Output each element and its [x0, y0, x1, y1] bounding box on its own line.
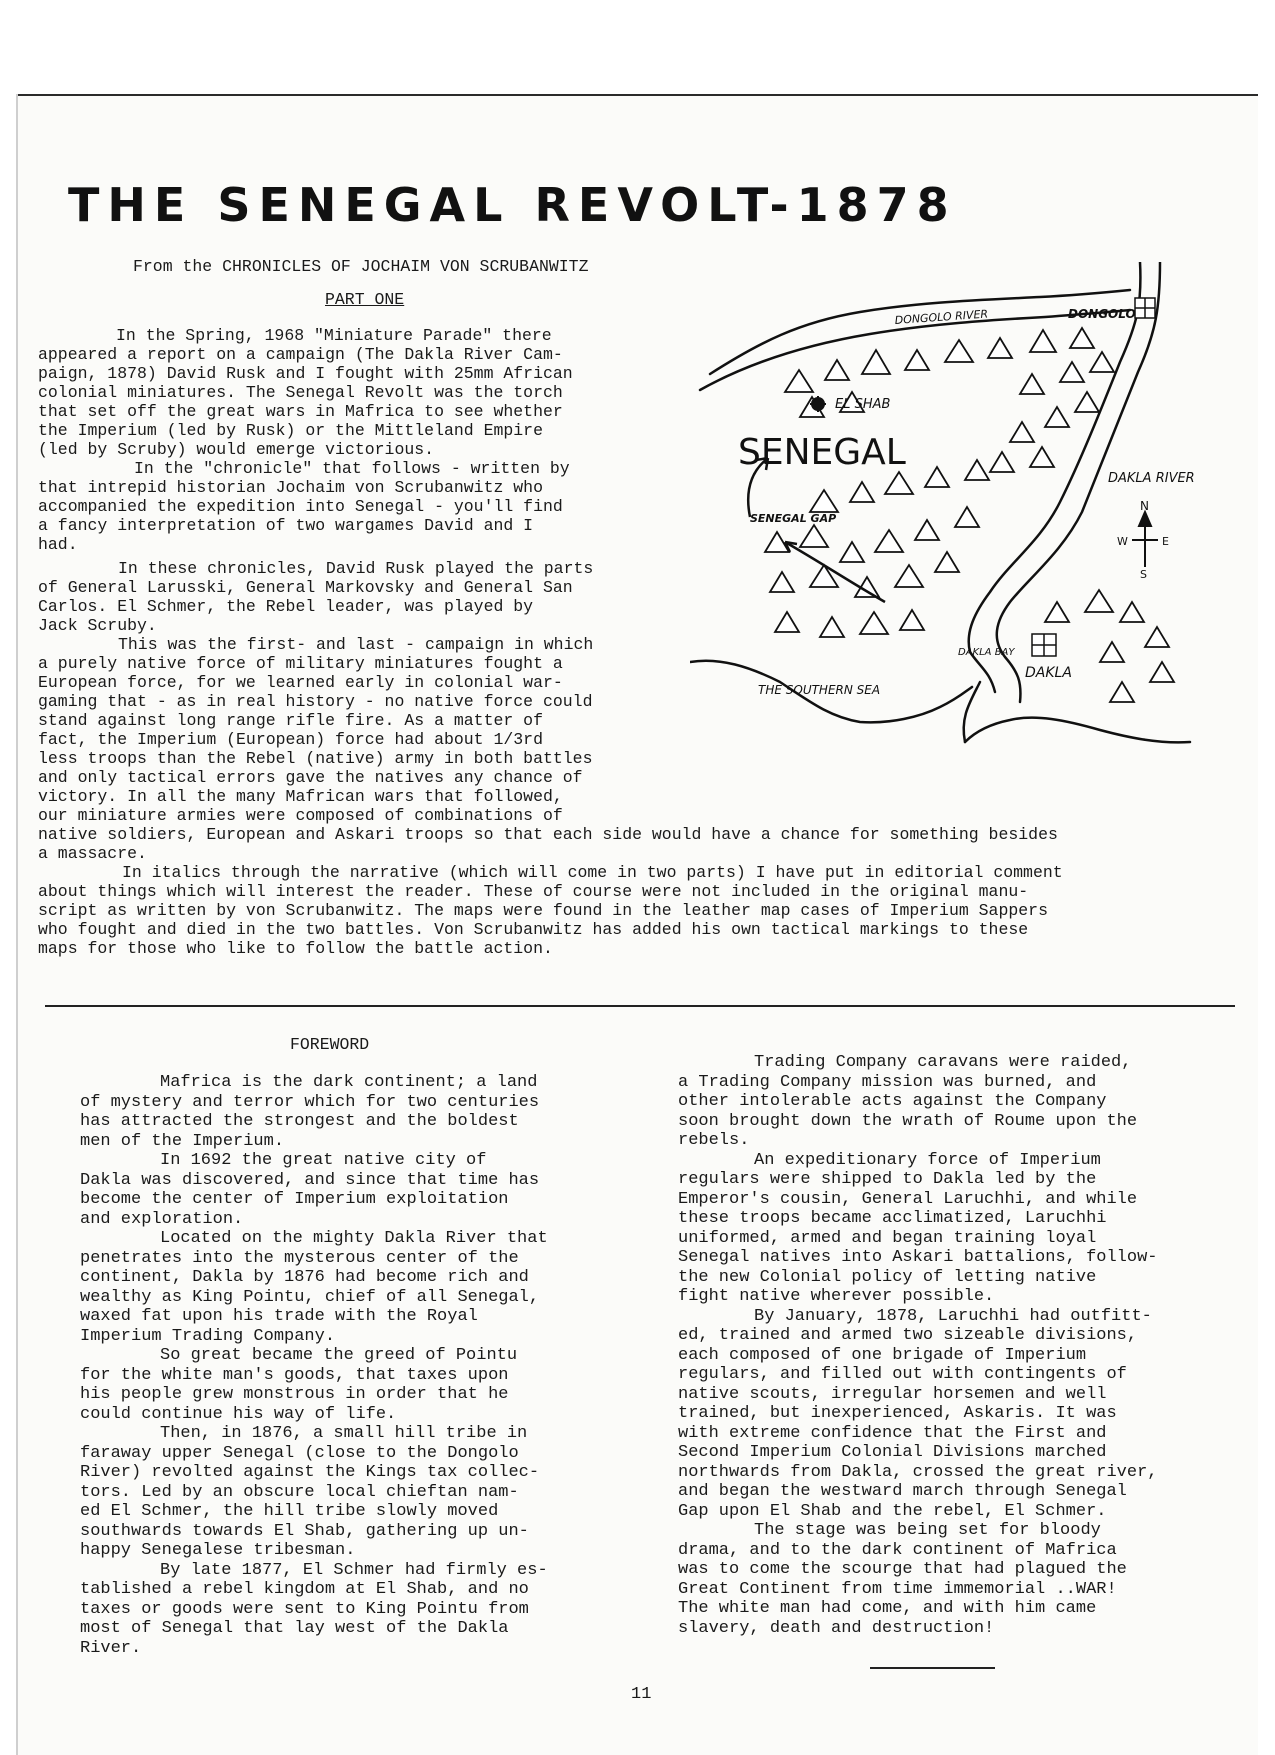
left-paragraph-3: Located on the mighty Dakla River that penetrates into the mysterous center of the continent, Dakla by 1876 had become rich and wealthy as King Pointu, chief of all Senegal, waxed fat upon his trade with the Royal Imperium Trading Company. [80, 1229, 548, 1346]
compass-icon [1132, 512, 1158, 567]
map-label-senegal-gap: SENEGAL GAP [750, 512, 837, 525]
compass-west: W [1117, 535, 1128, 548]
dakla-coast [965, 718, 1190, 743]
end-rule [870, 1667, 995, 1669]
section-divider [45, 1005, 1235, 1007]
intro-paragraph-3: In these chronicles, David Rusk played the parts of General Larusski, General Markovsky and General San Carlos. El Schmer, the Rebel leader, was played by Jack Scruby. [38, 559, 594, 635]
compass-east: E [1162, 535, 1169, 548]
left-paragraph-4: So great became the greed of Pointu for the white man's goods, that taxes upon his people grew monstrous in order that he could continue his way of life. [80, 1346, 518, 1424]
left-paragraph-2: In 1692 the great native city of Dakla was discovered, and since that time has become the center of Imperium exploitation and exploration. [80, 1151, 540, 1229]
map-label-dakla-river: DAKLA RIVER [1108, 471, 1195, 486]
map-label-senegal: SENEGAL [738, 432, 906, 473]
left-paragraph-1: Mafrica is the dark continent; a land of mystery and terror which for two centuries has attracted the strongest and the boldest men of the Imperium. [80, 1073, 540, 1151]
right-paragraph-1: Trading Company caravans were raided, a Trading Company mission was burned, and other intolerable acts against the Company soon brought down the wrath of Roume upon the rebels. [678, 1053, 1138, 1150]
dakla-town [1032, 634, 1056, 656]
left-paragraph-5: Then, in 1876, a small hill tribe in faraway upper Senegal (close to the Dongolo River) revolted against the Kings tax collec- tors. Led by an obscure local chieftan nam- ed El Schmer, the hill tribe slowly moved southwards towards El Shab, gathering up un- happy Senegalese tribesman. [80, 1424, 540, 1560]
right-paragraph-4: The stage was being set for bloody drama, and to the dark continent of Mafrica was to come the scourge that had plagued the Great Continent from time immemorial ..WAR! The white man had come, and with him came slavery, death and destruction! [678, 1521, 1127, 1638]
compass-south: S [1140, 568, 1147, 581]
map-label-dakla-bay: DAKLA BAY [958, 647, 1015, 658]
page-title: THE SENEGAL REVOLT-1878 [68, 178, 957, 232]
intro-paragraph-4: This was the first- and last - campaign in which a purely native force of military miniatures fought a European force, for we learned early in colonial war- gaming that - as in real history - no native force could stand against long range rifle fire. As a matter of fact, the Imperium (European) force had about 1/3rd less troops than the Rebel (native) army in both battles and only tactical errors gave the natives any chance of victory. In all the many Mafrican wars that followed, our miniature armies were composed of combinations of native soldiers, European and Askari troops so that each side would have a chance for something besides a massacre. [38, 635, 1058, 863]
foreword-left-column [80, 1073, 548, 1658]
page-number: 11 [631, 1685, 652, 1704]
left-paragraph-6: By late 1877, El Schmer had firmly es- tablished a rebel kingdom at El Shab, and no taxes or goods were sent to King Pointu from most of Senegal that lay west of the Dakla River. [80, 1560, 548, 1658]
senegal-map [690, 262, 1200, 822]
foreword-heading: FOREWORD [290, 1035, 370, 1054]
compass-north: N [1140, 499, 1149, 513]
right-paragraph-2: An expeditionary force of Imperium regulars were shipped to Dakla led by the Emperor's cousin, General Laruchhi, and while these troops became acclimatized, Laruchhi uniformed, armed and began training loyal Senegal natives into Askari battalions, follow- the new Colonial policy of letting native fight native wherever possible. [678, 1150, 1158, 1306]
map-label-dongolo: DONGOLO [1068, 307, 1136, 321]
map-label-dakla: DAKLA [1025, 665, 1072, 681]
map-label-dongolo-river: DONGOLO RIVER [894, 307, 989, 327]
foreword-right-column [678, 1053, 1157, 1638]
right-paragraph-3: By January, 1878, Laruchhi had outfitt- ed, trained and armed two sizeable divisions, each composed of one brigade of Imperium regulars, and filled out with contingents of native scouts, irregular horsemen and well trained, but inexperienced, Askaris. It was with extreme confidence that the First and Second Imperium Colonial Divisions marched northwards from Dakla, crossed the great river, and began the westward march through Senegal Gap upon El Shab and the rebel, El Schmer. [678, 1306, 1158, 1521]
intro-paragraph-1: In the Spring, 1968 "Miniature Parade" there appeared a report on a campaign (The Dakla River Cam- paign, 1878) David Rusk and I fought with 25mm African colonial miniatures. The Senegal Revolt was the torch that set off the great wars in Mafrica to see whether the Imperium (led by Rusk) or the Mittleland Empire (led by Scruby) would emerge victorious. [38, 326, 573, 459]
dongolo-town [1135, 298, 1155, 318]
map-label-southern-sea: THE SOUTHERN SEA [758, 683, 881, 697]
intro-paragraph-2: In the "chronicle" that follows - written by that intrepid historian Jochaim von Scrubanwitz who accompanied the expedition into Senegal - you'll find a fancy interpretation of two wargames David and I had. [38, 459, 570, 554]
intro-paragraph-5: In italics through the narrative (which will come in two parts) I have put in editorial comment about things which will interest the reader. These of course were not included in the original manu- script as written by von Scrubanwitz. The maps were found in the leather map cases of Imperium Sappers who fought and died in the two battles. Von Scrubanwitz has added his own tactical markings to these maps for those who like to follow the battle action. [38, 863, 1063, 958]
part-heading: PART ONE [325, 290, 405, 309]
map-label-el-shab: EL SHAB [835, 397, 891, 412]
source-line: From the CHRONICLES OF JOCHAIM VON SCRUBANWITZ [133, 257, 589, 276]
